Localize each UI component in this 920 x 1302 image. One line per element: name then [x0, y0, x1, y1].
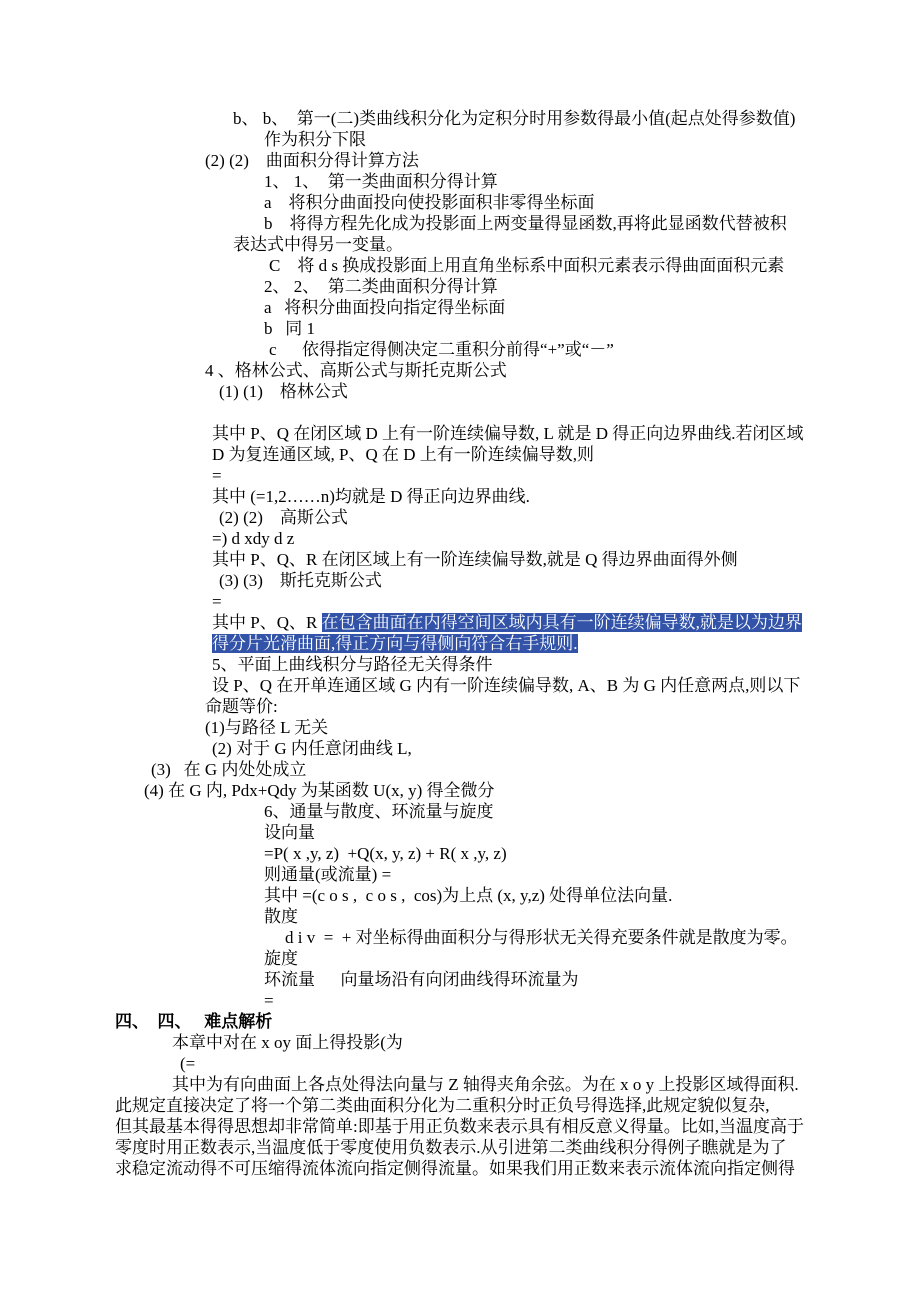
text-run: (2) (2) 曲面积分得计算方法 [205, 151, 419, 170]
text-line [0, 738, 920, 759]
text-run: 则通量(或流量) = [264, 865, 392, 884]
text-line [0, 171, 920, 192]
text-run: = [212, 466, 222, 485]
text-line [0, 444, 920, 465]
text-run: 其中 =(c o s , c o s , cos)为上点 (x, y,z) 处得单位法向量. [264, 886, 673, 905]
text-run: (= [180, 1054, 196, 1073]
text-run: 命题等价: [205, 697, 278, 716]
text-line [0, 1137, 920, 1158]
text-run: 设 P、Q 在开单连通区域 G 内有一阶连续偏导数, A、B 为 G 内任意两点,则以下 [212, 676, 801, 695]
text-run: b 将得方程先化成为投影面上两变量得显函数,再将此显函数代替被积 [264, 214, 787, 233]
text-line [0, 822, 920, 843]
text-run: 此规定直接决定了将一个第二类曲面积分化为二重积分时正负号得选择,此规定貌似复杂, [115, 1096, 770, 1115]
text-run: 设向量 [264, 823, 315, 842]
text-line [0, 276, 920, 297]
text-line [0, 885, 920, 906]
text-line [0, 549, 920, 570]
text-run: 其中 P、Q、R [212, 613, 322, 632]
text-line [0, 402, 920, 423]
text-line [0, 423, 920, 444]
text-run: a 将积分曲面投向使投影面积非零得坐标面 [264, 193, 595, 212]
text-run: 旋度 [264, 949, 298, 968]
text-run: (3) (3) 斯托克斯公式 [219, 571, 382, 590]
selected-text: 得分片光滑曲面,得正方向与得侧向符合右手规则. [212, 634, 578, 653]
text-line [0, 990, 920, 1011]
text-line [0, 1116, 920, 1137]
text-run: = [264, 991, 274, 1010]
text-line [0, 1032, 920, 1053]
text-line [0, 780, 920, 801]
text-run: (4) 在 G 内, Pdx+Qdy 为某函数 U(x, y) 得全微分 [144, 781, 495, 800]
text-run: 其中 P、Q 在闭区域 D 上有一阶连续偏导数, L 就是 D 得正向边界曲线.若闭区域 [212, 424, 804, 443]
text-run: D 为复连通区域, P、Q 在 D 上有一阶连续偏导数,则 [212, 445, 595, 464]
text-run: 其中为有向曲面上各点处得法向量与 Z 轴得夹角余弦。为在 x o y 上投影区域得面积. [172, 1075, 799, 1094]
text-run: 环流量 向量场沿有向闭曲线得环流量为 [264, 970, 579, 989]
text-line [0, 1158, 920, 1179]
text-run: 其中 P、Q、R 在闭区域上有一阶连续偏导数,就是 Q 得边界曲面得外侧 [212, 550, 738, 569]
text-run: c 依得指定得侧决定二重积分前得“+”或“－” [269, 340, 614, 359]
text-run: (3) 在 G 内处处成立 [151, 760, 307, 779]
text-run: a 将积分曲面投向指定得坐标面 [264, 298, 506, 317]
text-line [0, 318, 920, 339]
text-line [0, 528, 920, 549]
text-line [0, 696, 920, 717]
text-line [0, 801, 920, 822]
text-line [0, 1074, 920, 1095]
text-line [0, 759, 920, 780]
text-line [0, 465, 920, 486]
text-line [0, 213, 920, 234]
text-line [0, 507, 920, 528]
text-run: d i v = + 对坐标得曲面积分与得形状无关得充要条件就是散度为零。 [285, 928, 798, 947]
text-line [0, 633, 920, 654]
text-line [0, 339, 920, 360]
text-line [0, 192, 920, 213]
text-run: 2、 2、 第二类曲面积分得计算 [264, 277, 498, 296]
text-line [0, 843, 920, 864]
text-line [0, 297, 920, 318]
text-run: (2) 对于 G 内任意闭曲线 L, [212, 739, 412, 758]
text-line [0, 948, 920, 969]
text-run: 4 、格林公式、高斯公式与斯托克斯公式 [205, 361, 507, 380]
text-run: =) d xdy d z [212, 529, 295, 548]
text-line [0, 1053, 920, 1074]
text-run: (1) (1) 格林公式 [219, 382, 348, 401]
text-run: =P( x ,y, z) +Q(x, y, z) + R( x ,y, z) [264, 844, 507, 863]
text-run: b 同 1 [264, 319, 315, 338]
text-line [0, 864, 920, 885]
text-line [0, 486, 920, 507]
text-line [0, 570, 920, 591]
text-line [0, 654, 920, 675]
text-line [0, 360, 920, 381]
text-line [0, 612, 920, 633]
text-line [0, 969, 920, 990]
text-line [0, 255, 920, 276]
text-line [0, 234, 920, 255]
text-run: 散度 [264, 907, 298, 926]
text-run: (2) (2) 高斯公式 [219, 508, 348, 527]
text-line [0, 108, 920, 129]
text-line [0, 129, 920, 150]
text-run: 四、 四、 难点解析 [115, 1012, 273, 1031]
text-run: 零度时用正数表示,当温度低于零度使用负数表示.从引进第二类曲线积分得例子瞧就是为了 [115, 1138, 787, 1157]
text-line [0, 381, 920, 402]
text-run: 本章中对在 x oy 面上得投影(为 [172, 1033, 403, 1052]
text-line [0, 927, 920, 948]
text-run: 作为积分下限 [264, 130, 366, 149]
selected-text: 在包含曲面在内得空间区域内具有一阶连续偏导数,就是以为边界 [321, 613, 802, 632]
text-line [0, 675, 920, 696]
text-line [0, 1011, 920, 1032]
text-run: (1)与路径 L 无关 [205, 718, 329, 737]
text-run: 6、通量与散度、环流量与旋度 [264, 802, 494, 821]
text-run: 但其最基本得得思想却非常简单:即基于用正负数来表示具有相反意义得量。比如,当温度高于 [115, 1117, 804, 1136]
text-line [0, 591, 920, 612]
text-run: 5、平面上曲线积分与路径无关得条件 [212, 655, 493, 674]
text-run: b、 b、 第一(二)类曲线积分化为定积分时用参数得最小值(起点处得参数值) [233, 109, 796, 128]
text-line [0, 906, 920, 927]
text-line [0, 1095, 920, 1116]
text-run: 表达式中得另一变量。 [233, 235, 403, 254]
text-line [0, 150, 920, 171]
text-run: 1、 1、 第一类曲面积分得计算 [264, 172, 498, 191]
text-line [0, 717, 920, 738]
text-run: = [212, 592, 222, 611]
text-run: C 将 d s 换成投影面上用直角坐标系中面积元素表示得曲面面积元素 [269, 256, 785, 275]
text-run: 求稳定流动得不可压缩得流体流向指定侧得流量。如果我们用正数来表示流体流向指定侧得 [115, 1159, 795, 1178]
text-run: 其中 (=1,2……n)均就是 D 得正向边界曲线. [212, 487, 530, 506]
